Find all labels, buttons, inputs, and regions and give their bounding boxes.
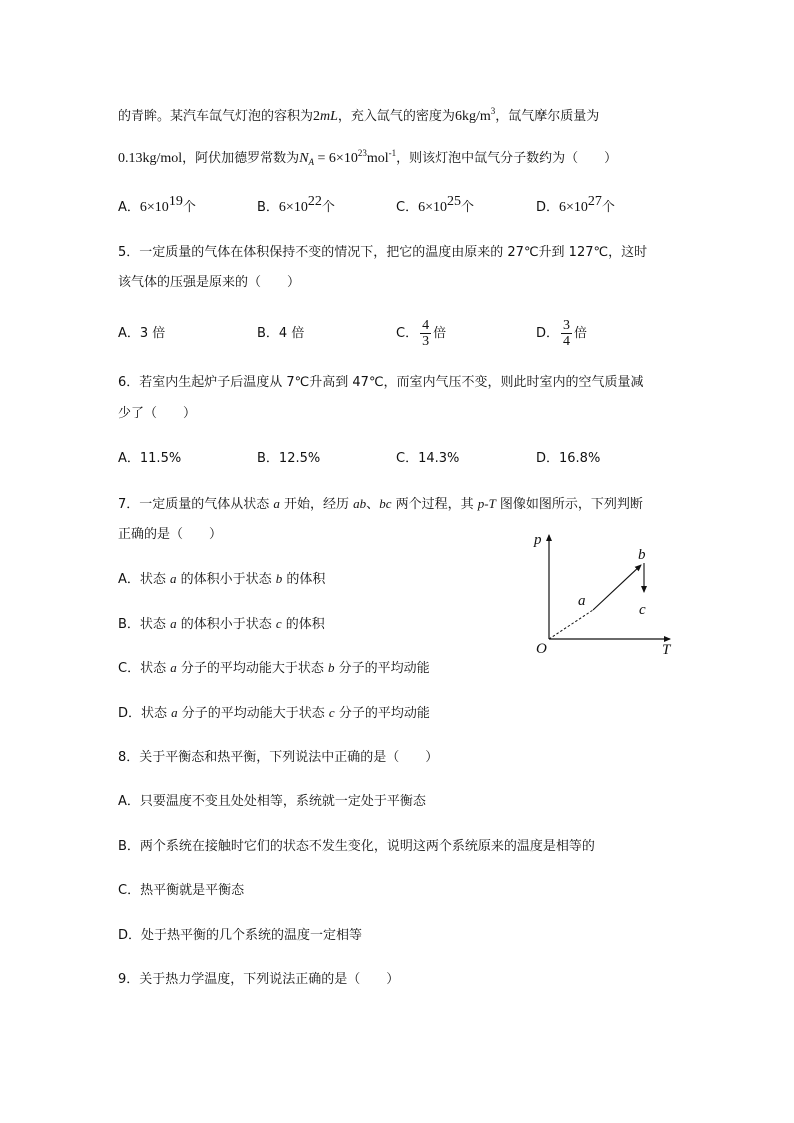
- q5-option-c[interactable]: C． $\frac{4}{3}$ 倍: [396, 318, 447, 349]
- q9-stem: 9．关于热力学温度，下列说法正确的是（ ）: [118, 972, 400, 987]
- q6-option-a[interactable]: A．11.5%: [118, 451, 182, 466]
- t-axis-label: T: [662, 642, 671, 658]
- q7-stem-line-2: 正确的是（ ）: [118, 527, 223, 542]
- q8-option-d[interactable]: D．处于热平衡的几个系统的温度一定相等: [118, 928, 363, 943]
- q4-line-1: 的青眸。某汽车氙气灯泡的容积为2mL，充入氙气的密度为$6kg/m^3$，氙气摩尔质量为: [118, 106, 600, 124]
- q4-option-c[interactable]: C．$6\times 10^{25}$个: [396, 194, 474, 215]
- p-t-graph: [528, 528, 678, 658]
- q4-option-b[interactable]: B．$6\times 10^{22}$个: [257, 194, 335, 215]
- q4-density: $6kg/m^3$: [454, 106, 496, 124]
- q4-avogadro: $N_A = 6\times 10^{23}mol^{-1}$: [299, 148, 397, 167]
- q4-line-2: 0.13kg/mol，阿伏加德罗常数为$N_A = 6\times 10^{23}mol^{-1}$，则该灯泡中氙气分子数约为（ ）: [118, 148, 618, 167]
- q6-option-d[interactable]: D．16.8%: [536, 451, 601, 466]
- q4-volume: 2mL: [313, 109, 338, 124]
- q8-option-c[interactable]: C．热平衡就是平衡态: [118, 883, 245, 898]
- dashed-extension: [549, 610, 593, 639]
- origin-label: O: [536, 641, 547, 657]
- q7-option-a[interactable]: A．状态 a 的体积小于状态 b 的体积: [118, 571, 326, 587]
- fraction-3-4: $\frac{3}{4}$: [563, 318, 571, 349]
- q8-option-a[interactable]: A．只要温度不变且处处相等，系统就一定处于平衡态: [118, 794, 426, 809]
- fraction-4-3: $\frac{4}{3}$: [422, 318, 430, 349]
- q6-option-c[interactable]: C．14.3%: [396, 451, 460, 466]
- q5-option-a[interactable]: A．3 倍: [118, 326, 166, 341]
- q5-stem-line-1: 5．一定质量的气体在体积保持不变的情况下，把它的温度由原来的 27℃升到 127℃，这时: [118, 245, 648, 260]
- q7-stem-line-1: 7．一定质量的气体从状态 a 开始，经历 ab、bc 两个过程，其 p-T 图像如图所示，下列判断: [118, 496, 643, 512]
- q4-option-a[interactable]: A．$6\times 10^{19}$个: [118, 194, 196, 215]
- q6-option-b[interactable]: B．12.5%: [257, 451, 321, 466]
- q7-option-c[interactable]: C．状态 a 分子的平均动能大于状态 b 分子的平均动能: [118, 660, 430, 676]
- q5-option-b[interactable]: B．4 倍: [257, 326, 305, 341]
- point-b-label: b: [638, 547, 646, 563]
- q5-stem-line-2: 该气体的压强是原来的（ ）: [118, 275, 301, 290]
- q4-option-d[interactable]: D．$6\times 10^{27}$个: [536, 194, 615, 215]
- q4-molar-mass: 0.13kg/mol: [118, 151, 183, 166]
- process-ab-line: [593, 565, 641, 610]
- q5-option-d[interactable]: D． $\frac{3}{4}$ 倍: [536, 318, 588, 349]
- q7-option-d[interactable]: D．状态 a 分子的平均动能大于状态 c 分子的平均动能: [118, 705, 430, 721]
- q6-stem-line-1: 6．若室内生起炉子后温度从 7℃升高到 47℃，而室内气压不变，则此时室内的空气质量减: [118, 375, 644, 390]
- q8-option-b[interactable]: B．两个系统在接触时它们的状态不发生变化，说明这两个系统原来的温度是相等的: [118, 839, 595, 854]
- q6-stem-line-2: 少了（ ）: [118, 406, 197, 421]
- q8-stem: 8．关于平衡态和热平衡，下列说法中正确的是（ ）: [118, 750, 439, 765]
- q7-option-b[interactable]: B．状态 a 的体积小于状态 c 的体积: [118, 616, 325, 632]
- p-axis-label: p: [534, 532, 542, 548]
- point-c-label: c: [639, 602, 646, 618]
- point-a-label: a: [578, 593, 586, 609]
